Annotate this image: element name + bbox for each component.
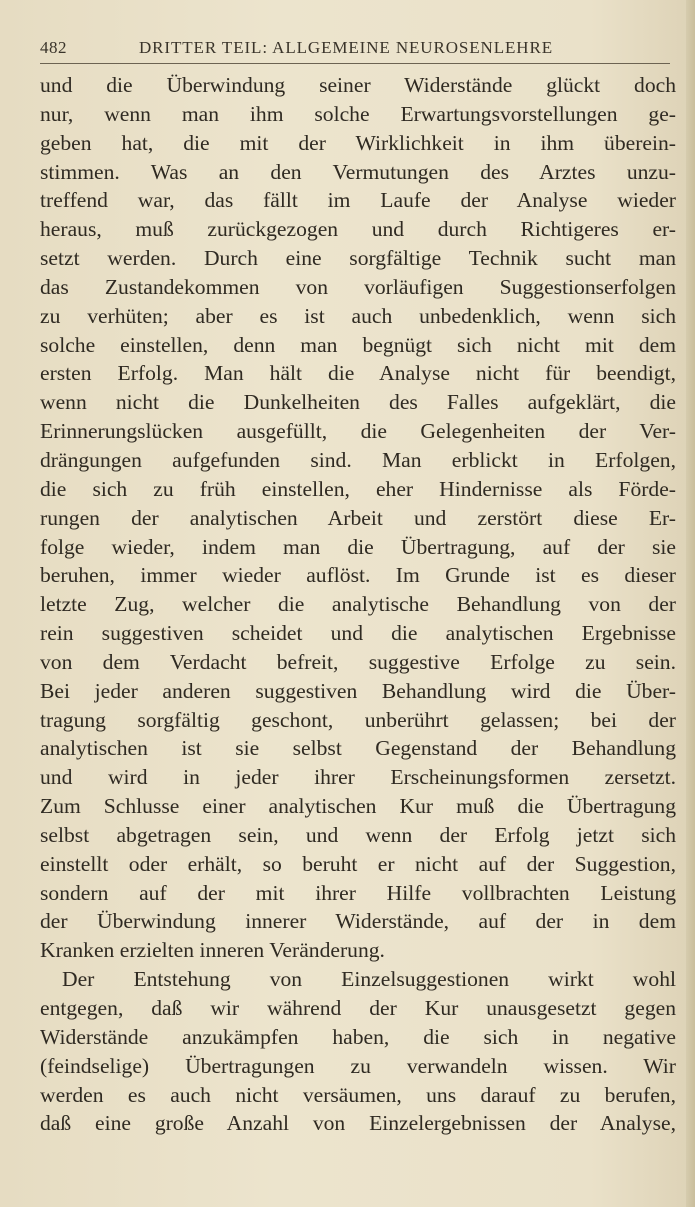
text-line: heraus, muß zurückgezogen und durch Richtigeres er- <box>40 217 676 242</box>
text-line: die sich zu früh einstellen, eher Hindernisse als Förde- <box>40 476 676 501</box>
text-line: ersten Erfolg. Man hält die Analyse nicht für beendigt, <box>40 361 676 386</box>
text-line: entgegen, daß wir während der Kur unausgesetzt gegen <box>40 996 676 1020</box>
text-line: rein suggestiven scheidet und die analytischen Ergebnisse <box>40 621 676 646</box>
text-line: Zum Schlusse einer analytischen Kur muß die Übertragung <box>40 794 676 819</box>
text-line: sondern auf der mit ihrer Hilfe vollbrachten Leistung <box>40 880 676 905</box>
text-line: das Zustandekommen von vorläufigen Suggestionserfolgen <box>40 274 676 299</box>
text-line: Bei jeder anderen suggestiven Behandlung wird die Über- <box>40 678 676 703</box>
text-line: rungen der analytischen Arbeit und zerstört diese Er- <box>40 505 676 530</box>
text-line: einstellt oder erhält, so beruht er nicht auf der Suggestion, <box>40 851 676 876</box>
text-line: Erinnerungslücken ausgefüllt, die Gelegenheiten der Ver- <box>40 419 676 444</box>
text-line: zu verhüten; aber es ist auch unbedenklich, wenn sich <box>40 303 676 328</box>
text-line: nur, wenn man ihm solche Erwartungsvorstellungen ge- <box>40 101 676 126</box>
text-line: daß eine große Anzahl von Einzelergebnissen der Analyse, <box>40 1111 676 1136</box>
body-text <box>40 71 676 1138</box>
text-line: werden es auch nicht versäumen, uns darauf zu berufen, <box>40 1082 676 1107</box>
text-line: von dem Verdacht befreit, suggestive Erfolge zu sein. <box>40 649 676 674</box>
text-line: Widerstände anzukämpfen haben, die sich in negative <box>40 1024 676 1049</box>
text-line: beruhen, immer wieder auflöst. Im Grunde ist es dieser <box>40 563 676 588</box>
running-head: DRITTER TEIL: ALLGEMEINE NEUROSENLEHRE <box>139 38 553 57</box>
paragraph-2 <box>40 965 676 1138</box>
page-number: 482 <box>40 38 67 57</box>
text-line: selbst abgetragen sein, und wenn der Erfolg jetzt sich <box>40 822 676 847</box>
text-line: Kranken erzielten inneren Veränderung. <box>40 938 385 963</box>
text-line: Der Entstehung von Einzelsuggestionen wirkt wohl <box>62 967 676 992</box>
text-line: wenn nicht die Dunkelheiten des Falles aufgeklärt, die <box>40 390 676 415</box>
text-line: folge wieder, indem man die Übertragung, auf der sie <box>40 534 676 559</box>
text-line: solche einstellen, denn man begnügt sich nicht mit dem <box>40 332 676 357</box>
page-header <box>40 38 668 60</box>
text-line: drängungen aufgefunden sind. Man erblickt in Erfolgen, <box>40 447 676 472</box>
text-line: stimmen. Was an den Vermutungen des Arztes unzu- <box>40 159 676 184</box>
text-line: treffend war, das fällt im Laufe der Analyse wieder <box>40 188 676 213</box>
text-line: letzte Zug, welcher die analytische Behandlung von der <box>40 592 676 617</box>
text-line: analytischen ist sie selbst Gegenstand der Behandlung <box>40 736 676 761</box>
text-line: der Überwindung innerer Widerstände, auf der in dem <box>40 909 676 934</box>
header-rule <box>40 63 670 64</box>
page-edge <box>686 0 695 1207</box>
text-line: und die Überwindung seiner Widerstände glückt doch <box>40 73 676 97</box>
text-line: geben hat, die mit der Wirklichkeit in ihm überein- <box>40 130 676 155</box>
text-line: tragung sorgfältig geschont, unberührt gelassen; bei der <box>40 707 676 732</box>
text-line: (feindselige) Übertragungen zu verwandeln wissen. Wir <box>40 1053 676 1078</box>
paragraph-1 <box>40 71 676 965</box>
text-line: und wird in jeder ihrer Erscheinungsformen zersetzt. <box>40 765 676 790</box>
text-line: setzt werden. Durch eine sorgfältige Technik sucht man <box>40 246 676 271</box>
